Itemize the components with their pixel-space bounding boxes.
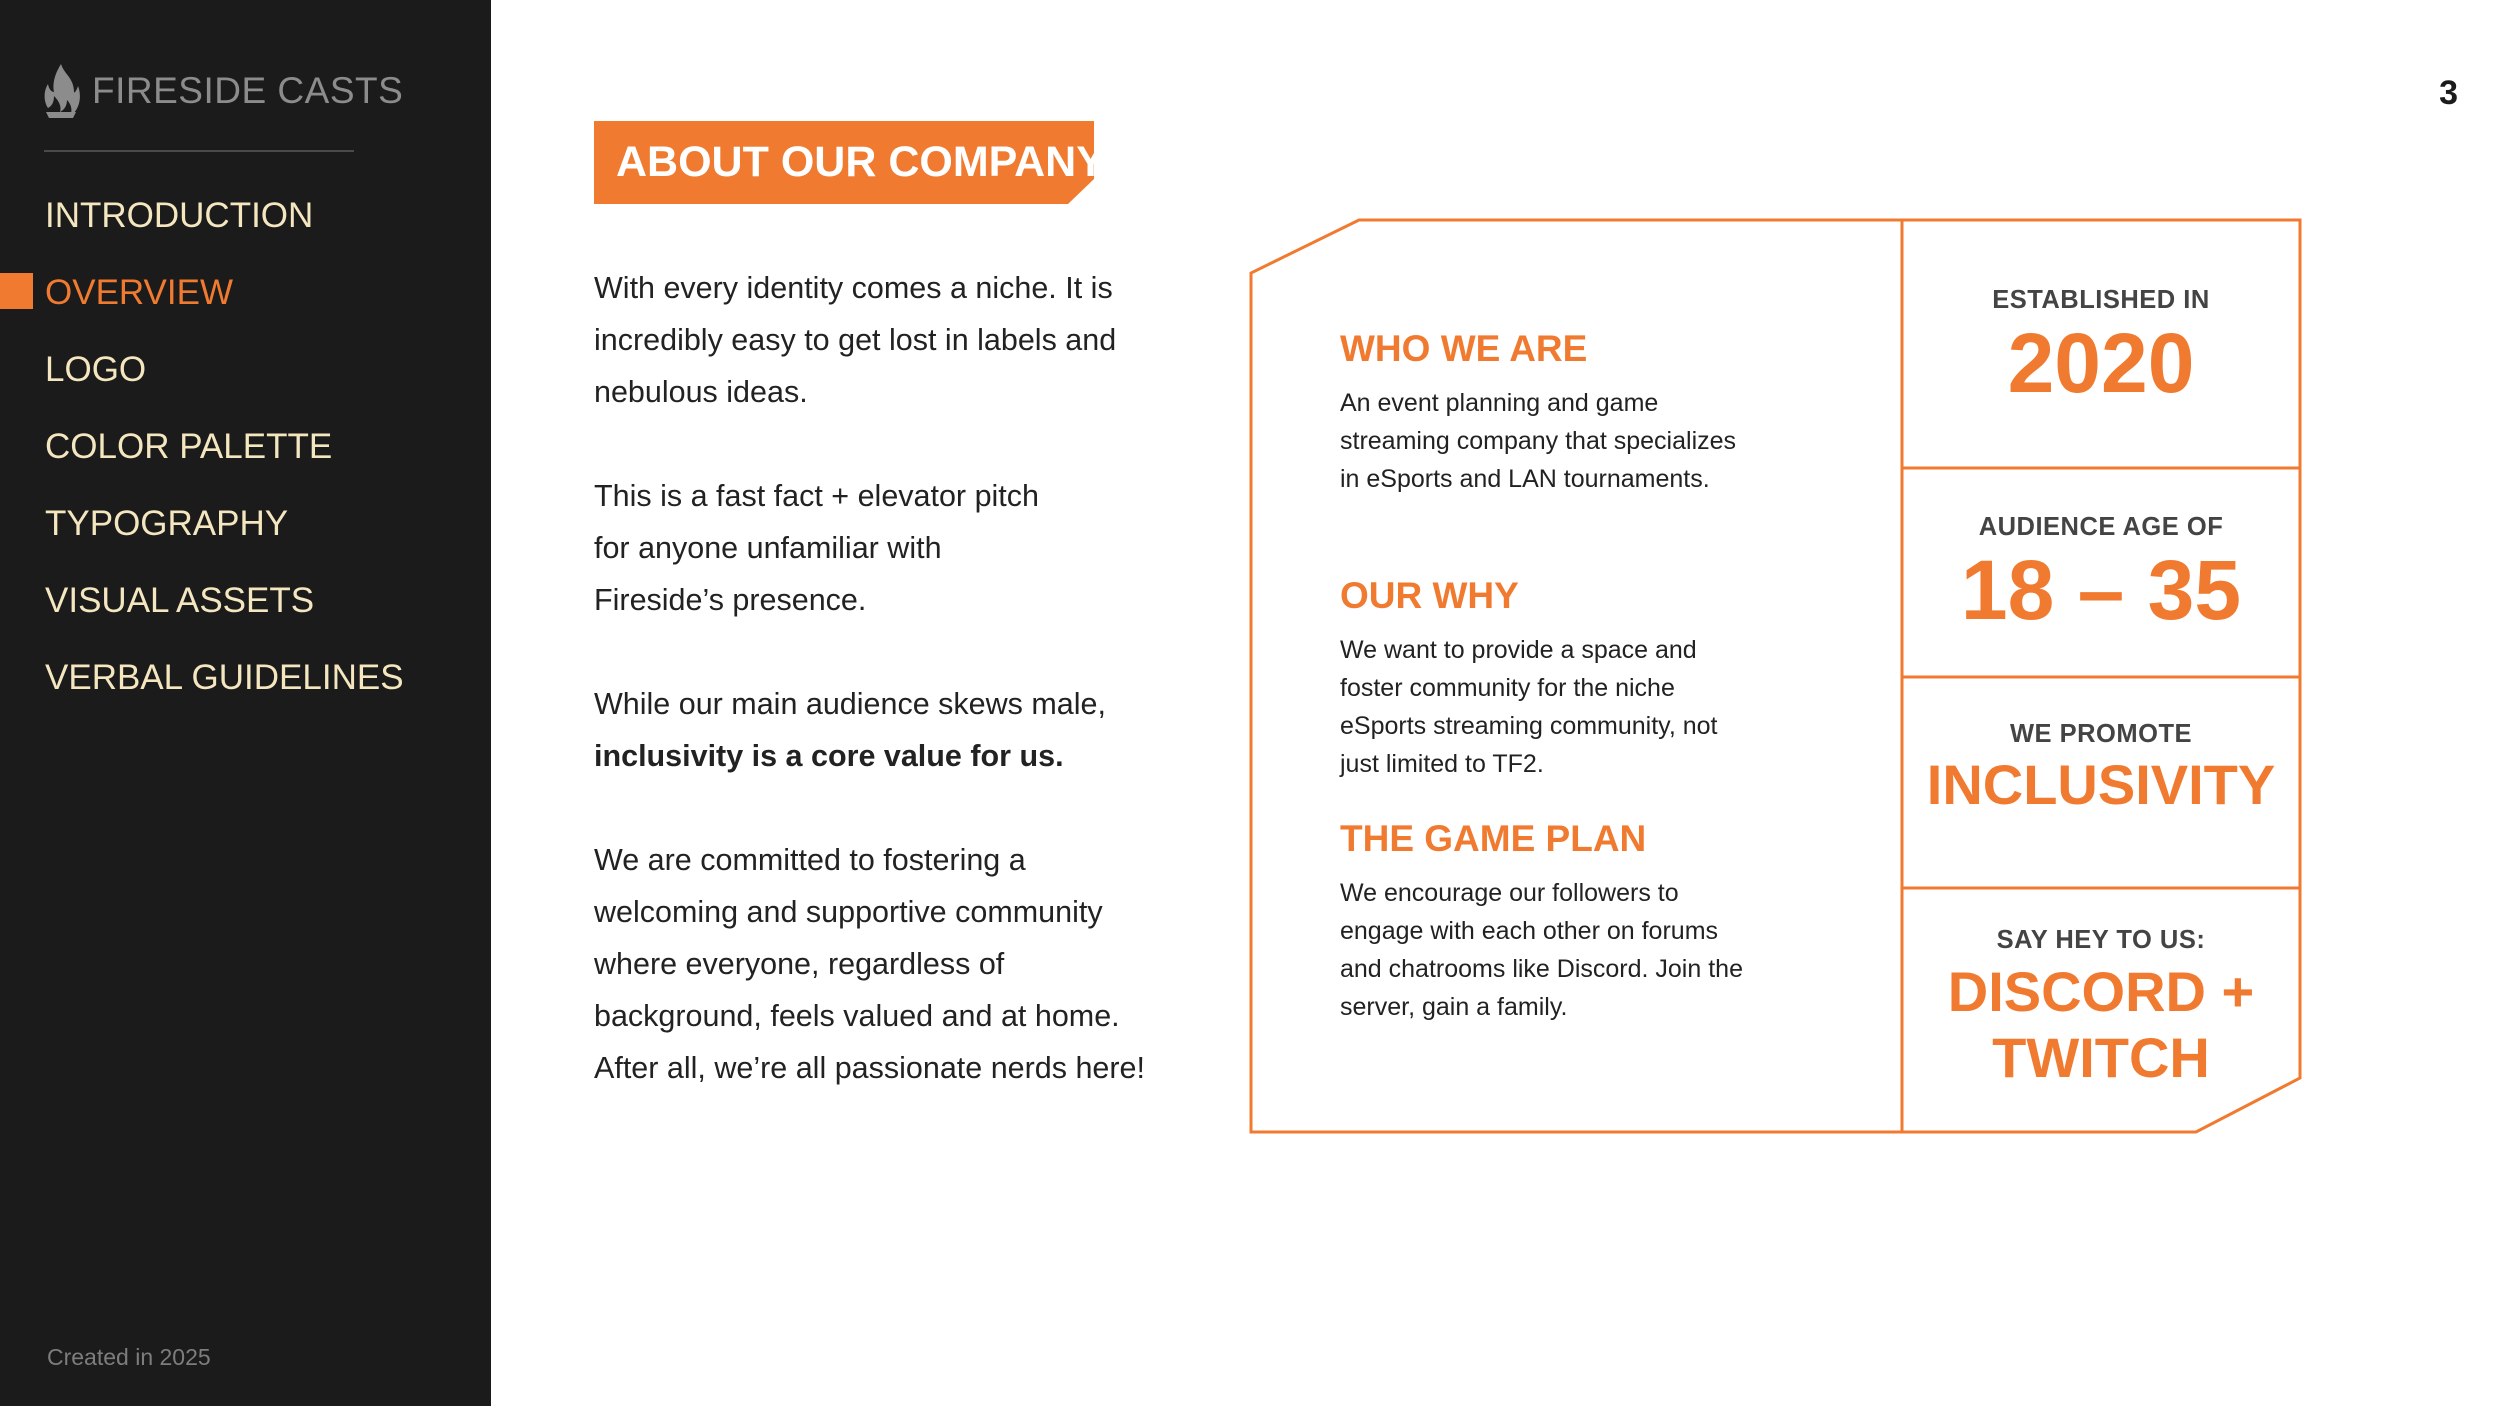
nav-item-introduction[interactable]: INTRODUCTION [45, 196, 314, 235]
stat-contact-value-line-1: DISCORD + [1947, 960, 2255, 1023]
nav-item-color-palette[interactable]: COLOR PALETTE [45, 427, 333, 466]
stat-contact-label: SAY HEY TO US: [1996, 926, 2206, 954]
stat-contact [1902, 926, 2300, 1091]
intro-paragraph-2-line-3: Fireside’s presence. [594, 583, 867, 617]
info-section-why [1340, 575, 1760, 783]
nav-item-verbal-guidelines[interactable]: VERBAL GUIDELINES [45, 658, 404, 697]
stat-established-value: 2020 [2007, 316, 2195, 410]
stat-audience-age [1902, 513, 2300, 638]
stat-promote-label: WE PROMOTE [2009, 720, 2193, 748]
nav-item-logo[interactable]: LOGO [45, 350, 147, 389]
intro-paragraph-2-line-2: for anyone unfamiliar with [594, 531, 942, 565]
nav-item-visual-assets[interactable]: VISUAL ASSETS [45, 581, 315, 620]
intro-paragraph-2-line-1: This is a fast fact + elevator pitch [594, 479, 1039, 513]
intro-paragraph-4: We are committed to fostering a welcoming and supportive community where everyone, regardless of background, feels valued and at home. After all, we’re all passionate nerds here! [594, 843, 1145, 1085]
intro-paragraph-1: With every identity comes a niche. It is incredibly easy to get lost in labels and nebulous ideas. [594, 271, 1117, 409]
nav-item-overview[interactable]: OVERVIEW [45, 273, 234, 312]
stat-promote-value: INCLUSIVITY [1926, 753, 2276, 816]
brand-name: FIRESIDE CASTS [92, 70, 404, 111]
stat-established-label: ESTABLISHED IN [1992, 286, 2210, 314]
info-body-why: We want to provide a space and foster community for the niche eSports streaming community, not just limited to TF2. [1340, 636, 1718, 778]
intro-paragraph-3-bold: inclusivity is a core value for us. [594, 739, 1064, 773]
info-section-who [1340, 328, 1760, 498]
stat-audience-age-value: 18 – 35 [1960, 543, 2242, 637]
stat-contact-value-line-2: TWITCH [1992, 1026, 2210, 1089]
page-number: 3 [2439, 74, 2458, 112]
stat-established [1902, 286, 2300, 411]
stat-promote [1902, 720, 2300, 821]
info-body-who: An event planning and game streaming company that specializes in eSports and LAN tournaments. [1340, 389, 1737, 493]
info-heading-why: OUR WHY [1340, 575, 1519, 616]
created-note: Created in 2025 [47, 1344, 211, 1370]
intro-paragraph-3-text: While our main audience skews male, [594, 687, 1106, 721]
nav-item-typography[interactable]: TYPOGRAPHY [45, 504, 289, 543]
info-section-game-plan [1340, 818, 1760, 1026]
page-title: ABOUT OUR COMPANY [616, 138, 1105, 186]
info-heading-who: WHO WE ARE [1340, 328, 1588, 369]
info-body-game-plan: We encourage our followers to engage with each other on forums and chatrooms like Discord. Join the server, gain a family. [1340, 879, 1743, 1021]
stat-audience-age-label: AUDIENCE AGE OF [1978, 513, 2224, 541]
info-heading-game-plan: THE GAME PLAN [1340, 818, 1647, 859]
